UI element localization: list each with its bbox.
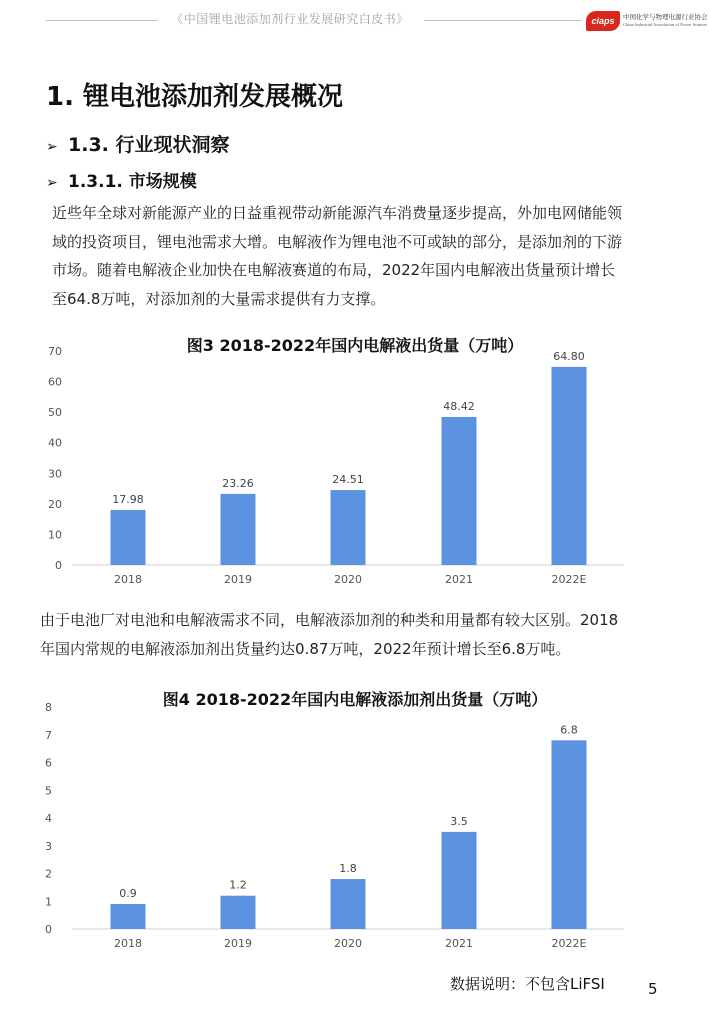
y-tick-label: 0: [55, 559, 62, 572]
subsection-heading: [46, 130, 230, 157]
y-tick-label: 1: [45, 895, 52, 909]
paragraph-line: 近些年全球对新能源产业的日益重视带动新能源汽车消费量逐步提高，外加电网储能领: [52, 204, 623, 222]
x-tick-label: 2018: [114, 937, 142, 950]
bar: [331, 879, 366, 929]
paragraph-line: 由于电池厂对电池和电解液需求不同，电解液添加剂的种类和用量都有较大区别。2018: [40, 611, 619, 629]
y-tick-label: 4: [45, 812, 52, 825]
data-label: 3.5: [450, 814, 468, 828]
logo-badge: ciaps: [586, 11, 620, 31]
header-rule-left: [46, 20, 158, 21]
chart-title: 图3 2018-2022年国内电解液出货量（万吨）: [186, 336, 524, 355]
chart-additive-shipments-svg: [0, 682, 710, 957]
paragraph-line: 年国内常规的电解液添加剂出货量约达0.87万吨，2022年预计增长至6.8万吨。: [40, 639, 571, 658]
bar: [111, 904, 146, 929]
section-heading: 1. 锂电池添加剂发展概况: [46, 82, 344, 112]
x-tick-label: 2018: [114, 573, 142, 586]
x-tick-label: 2019: [224, 937, 252, 950]
y-tick-label: 50: [48, 406, 62, 420]
arrow-bullet-icon: ➢: [46, 139, 58, 155]
data-label: 64.80: [553, 349, 585, 363]
header-rule-right: [424, 20, 582, 21]
data-label: 1.8: [339, 862, 357, 876]
page-number: 5: [648, 980, 658, 998]
x-tick-label: 2019: [224, 573, 252, 586]
bar: [442, 832, 477, 929]
bar: [331, 490, 366, 565]
bar: [552, 740, 587, 929]
y-tick-label: 0: [45, 923, 52, 936]
y-tick-label: 5: [45, 784, 52, 798]
data-label: 24.51: [332, 473, 364, 487]
y-tick-label: 8: [45, 701, 52, 714]
logo-english-name: China Industrial Association of Power Sources: [623, 22, 708, 27]
paragraph-additive-market: [40, 606, 660, 663]
arrow-bullet-icon: ➢: [46, 175, 58, 191]
chart-electrolyte-shipments-svg: [0, 330, 710, 590]
association-logo: [586, 10, 708, 34]
data-label: 17.98: [112, 493, 144, 507]
x-tick-label: 2021: [445, 937, 473, 950]
chart-title: 图4 2018-2022年国内电解液添加剂出货量（万吨）: [162, 690, 548, 709]
x-tick-label: 2022E: [551, 937, 587, 950]
sub-subsection-heading: [46, 167, 197, 192]
data-label: 0.9: [119, 887, 137, 901]
bar: [221, 494, 256, 565]
y-tick-label: 10: [48, 528, 62, 542]
paragraph-line: 域的投资项目，锂电池需求大增。电解液作为锂电池不可或缺的部分，是添加剂的下游: [52, 232, 623, 251]
x-tick-label: 2021: [445, 573, 473, 586]
chart-electrolyte-shipments: [0, 330, 710, 590]
data-label: 48.42: [443, 399, 475, 413]
y-tick-label: 30: [48, 467, 62, 481]
y-tick-label: 3: [45, 839, 52, 853]
y-tick-label: 20: [48, 497, 62, 511]
paragraph-electrolyte-market: [52, 199, 672, 313]
x-tick-label: 2020: [334, 937, 362, 950]
bar: [442, 417, 477, 565]
chart-additive-shipments: [0, 682, 710, 957]
subsection-heading-text: 1.3. 行业现状洞察: [68, 134, 230, 156]
data-footnote: 数据说明：不包含LiFSI: [450, 975, 605, 993]
data-label: 6.8: [560, 723, 578, 737]
data-label: 23.26: [222, 476, 254, 490]
bar: [221, 896, 256, 929]
bar: [111, 510, 146, 565]
x-tick-label: 2020: [334, 573, 362, 586]
y-tick-label: 60: [48, 375, 62, 389]
y-tick-label: 2: [45, 867, 52, 881]
header-title: 《中国锂电池添加剂行业发展研究白皮书》: [171, 12, 409, 26]
data-label: 1.2: [229, 878, 247, 892]
y-tick-label: 40: [48, 436, 62, 450]
y-tick-label: 70: [48, 345, 62, 358]
logo-chinese-name: 中国化学与物理电源行业协会: [623, 13, 708, 21]
y-tick-label: 7: [45, 728, 52, 742]
paragraph-line: 至64.8万吨，对添加剂的大量需求提供有力支撑。: [52, 289, 386, 308]
x-tick-label: 2022E: [551, 573, 587, 586]
sub-subsection-heading-text: 1.3.1. 市场规模: [68, 172, 197, 192]
y-tick-label: 6: [45, 756, 52, 770]
paragraph-line: 市场。随着电解液企业加快在电解液赛道的布局，2022年国内电解液出货量预计增长: [52, 261, 616, 279]
bar: [552, 367, 587, 565]
